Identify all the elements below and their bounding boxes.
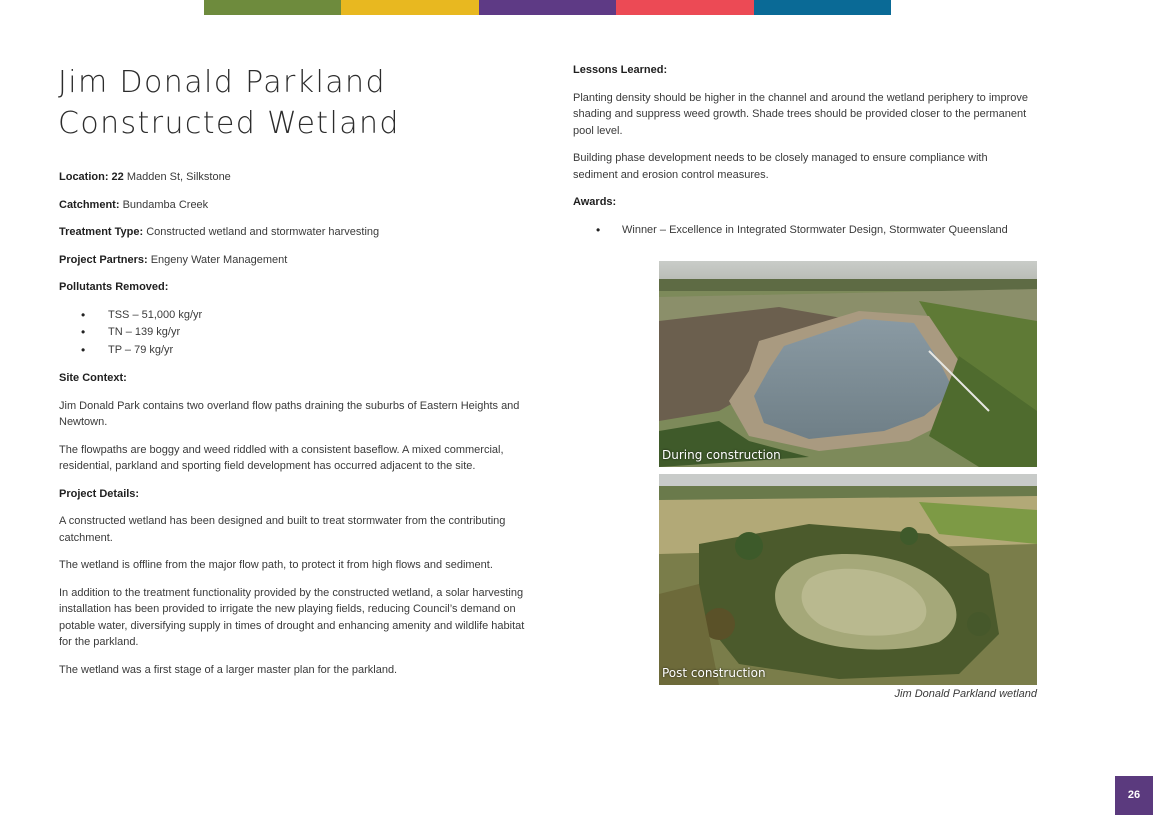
- awards-label: Awards:: [573, 196, 617, 208]
- project-details-label: Project Details:: [59, 487, 140, 500]
- location-value: Madden St, Silkstone: [123, 171, 231, 183]
- figure-caption: Jim Donald Parkland wetland: [894, 688, 1037, 700]
- partners-value: Engeny Water Management: [147, 253, 288, 266]
- color-bar-green: [204, 0, 341, 15]
- color-bar-red: [616, 0, 753, 15]
- left-column: [59, 169, 529, 689]
- site-context-p2: The flowpaths are boggy and weed riddled with a consistent baseflow. A mixed commercial, residential, parkland and sporting field development has occurred adjacent to the site.: [59, 443, 504, 472]
- location-row: [59, 169, 529, 186]
- page-title: [58, 62, 400, 144]
- partners-label: Project Partners:: [59, 253, 148, 266]
- project-details-heading: [59, 486, 529, 503]
- color-bar-yellow: [341, 0, 478, 15]
- pollutants-list: [59, 307, 529, 360]
- pollutants-label: Pollutants Removed:: [59, 281, 169, 293]
- color-bar-blue: [754, 0, 891, 15]
- project-details-p1: A constructed wetland has been designed and built to treat stormwater from the contributing catchment.: [59, 515, 506, 544]
- lessons-p2: Building phase development needs to be closely managed to ensure compliance with sediment and erosion control measures.: [573, 152, 988, 181]
- lessons-label: Lessons Learned:: [573, 64, 668, 76]
- list-item: • TSS – 51,000 kg/yr: [59, 307, 529, 325]
- project-details-p4: The wetland was a first stage of a larger master plan for the parkland.: [59, 663, 398, 676]
- wetland-post-construction-image: [659, 474, 1037, 685]
- location-label: Location: 22: [59, 171, 124, 183]
- during-construction-caption: During construction: [662, 447, 781, 462]
- wetland-construction-image: [659, 261, 1037, 467]
- list-item: • Winner – Excellence in Integrated Stormwater Design, Stormwater Queensland: [573, 222, 1033, 240]
- color-bar-purple: [479, 0, 616, 15]
- treatment-row: [59, 224, 529, 241]
- awards-heading: [573, 194, 1033, 211]
- catchment-value: Bundamba Creek: [119, 198, 209, 211]
- pollutants-heading: [59, 279, 529, 296]
- color-bar: [204, 0, 891, 15]
- title-line-1: Jim Donald Parkland: [58, 65, 386, 100]
- post-construction-caption: Post construction: [662, 665, 766, 680]
- page-number: 26: [1115, 776, 1153, 815]
- site-context-label: Site Context:: [59, 372, 127, 384]
- treatment-label: Treatment Type:: [59, 226, 144, 238]
- project-details-p3: In addition to the treatment functionality provided by the constructed wetland, a solar harvesting installation has been provided to irrigate the new playing fields, reducing Council’s demand on potable water, diversifying supply in times of drought and enhancing amenity and wildlife habitat for the parkland.: [59, 586, 525, 648]
- photo-during-construction: [659, 261, 1037, 467]
- site-context-heading: [59, 370, 529, 387]
- lessons-p1: Planting density should be higher in the channel and around the wetland periphery to improve shading and suppress weed growth. Shade trees should be provided closer to the permanent pool level.: [573, 91, 1028, 137]
- lessons-heading: [573, 62, 1033, 79]
- list-item: • TN – 139 kg/yr: [59, 324, 529, 342]
- photo-post-construction: [659, 474, 1037, 685]
- awards-list: [573, 222, 1033, 240]
- catchment-label: Catchment:: [59, 198, 120, 211]
- site-context-p1: Jim Donald Park contains two overland flow paths draining the suburbs of Eastern Heights and Newtown.: [59, 399, 520, 428]
- catchment-row: [59, 197, 529, 214]
- list-item: • TP – 79 kg/yr: [59, 342, 529, 360]
- partners-row: [59, 252, 529, 269]
- title-line-2: Constructed Wetland: [58, 106, 400, 141]
- treatment-value: Constructed wetland and stormwater harvesting: [143, 226, 380, 238]
- right-column: [573, 62, 1033, 250]
- project-details-p2: The wetland is offline from the major flow path, to protect it from high flows and sediment.: [59, 559, 493, 571]
